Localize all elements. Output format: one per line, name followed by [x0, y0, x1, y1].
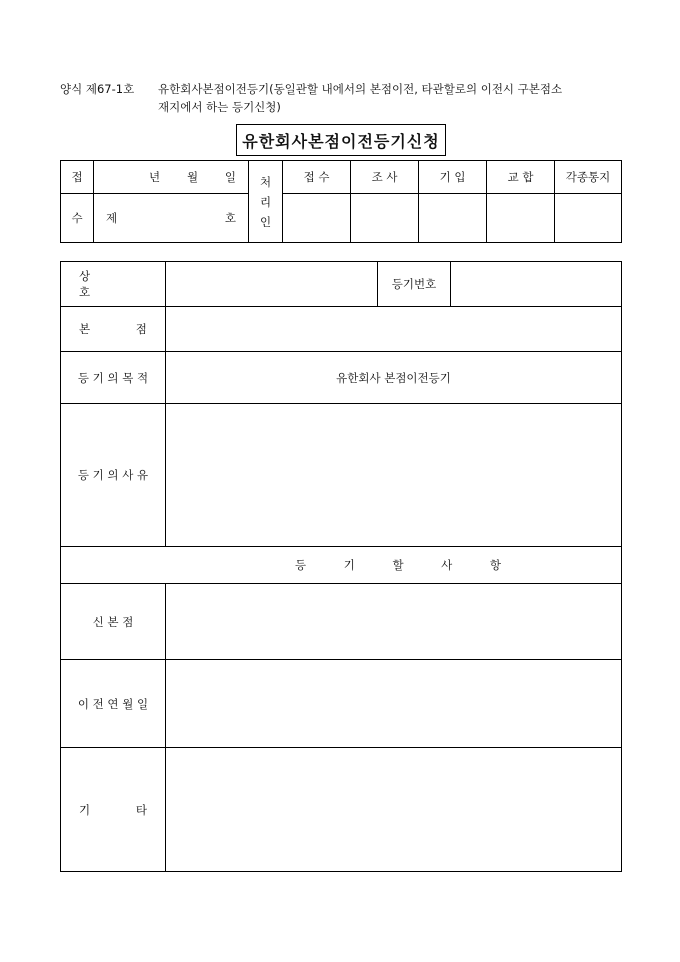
stamp-record[interactable] — [419, 194, 487, 243]
reg-number-label: 등기번호 — [378, 262, 451, 307]
items-heading — [61, 547, 622, 584]
handler-char-1: 처 — [259, 174, 272, 189]
form-description-line2: 재지에서 하는 등기신청) — [158, 100, 281, 114]
form-title: 유한회사본점이전등기신청 — [236, 124, 446, 156]
other-char-2: 타 — [135, 802, 147, 817]
day-label: 일 — [224, 170, 236, 184]
form-number: 양식 제67-1호 — [60, 82, 135, 96]
move-date-label: 이 전 연 월 일 — [61, 660, 166, 748]
items-heading-char-4: 사 — [441, 558, 453, 572]
items-heading-char-1: 등 — [295, 558, 307, 572]
other-char-1: 기 — [79, 802, 91, 817]
receipt-number-cell[interactable] — [94, 194, 249, 243]
cause-label: 등 기 의 사 유 — [61, 404, 166, 547]
purpose-value: 유한회사 본점이전등기 — [166, 352, 622, 404]
new-office-field[interactable] — [166, 584, 622, 660]
process-header-record: 기 입 — [419, 161, 487, 194]
other-label — [61, 748, 166, 872]
company-name-text: 상 호 — [79, 269, 91, 299]
stamp-notice[interactable] — [555, 194, 622, 243]
receipt-table — [60, 160, 622, 243]
month-label: 월 — [186, 170, 199, 184]
process-header-receive: 접 수 — [283, 161, 351, 194]
process-header-verify: 교 합 — [487, 161, 555, 194]
registration-form — [60, 261, 622, 872]
items-heading-char-5: 항 — [489, 558, 501, 572]
purpose-label: 등 기 의 목 적 — [61, 352, 166, 404]
handler-char-3: 인 — [259, 214, 272, 229]
head-office-label — [61, 307, 166, 352]
process-header-notice: 각종통지 — [555, 161, 622, 194]
items-heading-char-2: 기 — [343, 558, 355, 572]
company-name-label — [61, 262, 166, 307]
form-description-line1: 유한회사본점이전등기(동일관할 내에서의 본점이전, 타관할로의 이전시 구본점소 — [158, 82, 563, 96]
stamp-receive[interactable] — [283, 194, 351, 243]
receipt-label-bottom: 수 — [61, 194, 94, 243]
no-prefix-label: 제 — [106, 211, 118, 225]
move-date-field[interactable] — [166, 660, 622, 748]
handler-char-2: 리 — [259, 194, 272, 209]
stamp-verify[interactable] — [487, 194, 555, 243]
no-suffix-label: 호 — [224, 211, 236, 225]
process-header-inspect: 조 사 — [351, 161, 419, 194]
reg-number-field[interactable] — [451, 262, 622, 307]
year-label: 년 — [149, 170, 161, 184]
head-office-text: 본 점 — [79, 322, 147, 336]
receipt-date-cell[interactable] — [94, 161, 249, 194]
other-field[interactable] — [166, 748, 622, 872]
items-heading-char-3: 할 — [392, 558, 404, 572]
receipt-label-top: 접 — [61, 161, 94, 194]
new-office-label: 신 본 점 — [61, 584, 166, 660]
cause-field[interactable] — [166, 404, 622, 547]
company-name-field[interactable] — [166, 262, 378, 307]
handler-label — [249, 161, 283, 243]
head-office-field[interactable] — [166, 307, 622, 352]
stamp-inspect[interactable] — [351, 194, 419, 243]
